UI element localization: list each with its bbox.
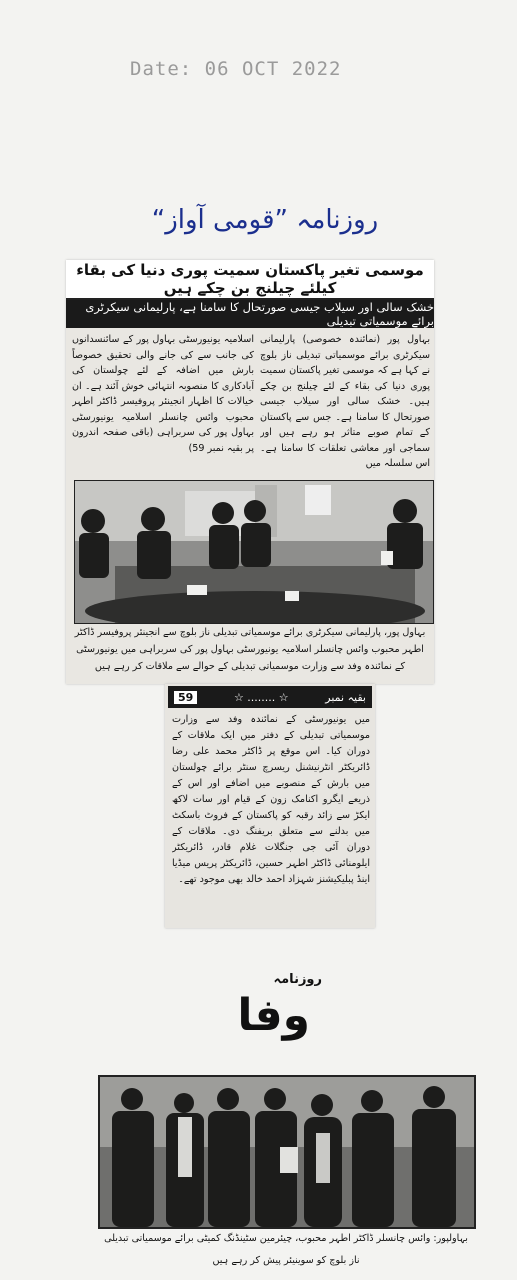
article-column-left: اسلامیہ یونیورسٹی بہاول پور کے سائنسدانوں کی جانب سے کی جانے والی تحقیق خصوصاً بارش میں اضافہ کے لئے چولستان کی آبادکاری کا منصوبہ انتہائی خوش آئند ہے۔ ان خیالات کا اظہار انجینئر پروفیسر ڈاکٹر اطہر محبوب وائس چانسلر اسلامیہ یونیورسٹی بہاول پور کی سربراہی (باقی صفحہ اندرون پر بقیہ نمبر 59): [72, 334, 254, 454]
continuation-label: بقیہ نمبر: [325, 690, 366, 704]
star-icon: ☆ ........ ☆: [233, 690, 289, 704]
continuation-body: میں یونیورسٹی کے نمائندہ وفد سے وزارت موسمیاتی تبدیلی کے دفتر میں ایک ملاقات کے دوران کیا۔ اس موقع پر ڈاکٹر محمد علی رضا ڈائریکٹر انٹرنیشنل ریسرچ سنٹر برائے چولستان میں بارش کے منصوبے میں اضافے اور اس کے ذریعے ایگرو اکنامک زون کے قیام اور سات لاکھ ایکڑ سے زائد رقبہ کو پاکستان کے فروٹ باسکٹ میں بدلنے سے متعلق بریفنگ دی۔ ملاقات کے دوران آئی جی جنگلات غلام قادر، ڈائریکٹر ایلومنائی ڈاکٹر اطہر حسین، ڈائریکٹر پریس میڈیا اینڈ پبلیکیشنز شہزاد احمد خالد بھی موجود تھے۔: [172, 714, 370, 885]
date-stamp: Date: 06 OCT 2022: [130, 58, 342, 80]
clipping-headline: موسمی تغیر پاکستان سمیت پوری دنیا کی بقاء کیلئے چیلنج بن چکے ہیں: [66, 260, 434, 300]
newspaper-masthead-wafa: [210, 970, 330, 1050]
souvenir-photo: [98, 1075, 476, 1229]
newspaper-masthead-qaumi-awaz: روزنامہ ”قومی آواز“: [151, 205, 379, 235]
masthead-main-text: وفا: [237, 990, 310, 1041]
meeting-photo: [74, 480, 434, 624]
article-column-right: بہاول پور (نمائندہ خصوصی) پارلیمانی سیکرٹری برائے موسمیاتی تبدیلی ناز بلوچ نے کہا ہے کہ موسمی تغیر پاکستان سمیت پوری دنیا کی بقاء کے لئے چیلنج بن چکے ہیں۔ خشک سالی اور سیلاب جیسی صورتحال کا سامنا ہے۔ جس سے پاکستان کے تمام صوبے متاثر ہو رہے ہیں اور سماجی اور معاشی تعلقات کا سامنا ہے۔ اس سلسلہ میں: [260, 334, 430, 469]
souvenir-photo-image: [100, 1077, 474, 1227]
clipping-subheadline: خشک سالی اور سیلاب جیسی صورتحال کا سامنا ہے، پارلیمانی سیکرٹری برائے موسمیاتی تبدیلی: [66, 300, 434, 328]
meeting-photo-image: [75, 481, 433, 623]
meeting-photo-caption: بہاول پور، پارلیمانی سیکرٹری برائے موسمیاتی تبدیلی ناز بلوچ سے انجینئر پروفیسر ڈاکٹر اطہر محبوب وائس چانسلر اسلامیہ یونیورسٹی بہاول پور کی سربراہی میں یونیورسٹی کے نمائندہ وفد سے وزارت موسمیاتی تبدیلی کے حوالے سے ملاقات کر رہے ہیں: [74, 627, 426, 672]
continuation-tag: [168, 686, 372, 708]
masthead-top-text: روزنامہ: [273, 972, 322, 987]
souvenir-photo-caption: بہاولپور: وائس چانسلر ڈاکٹر اطہر محبوب، چیئرمین سٹینڈنگ کمیٹی برائے موسمیاتی تبدیلی ناز بلوچ کو سوینیئر پیش کر رہے ہیں: [104, 1233, 468, 1266]
continuation-number: 59: [174, 691, 197, 704]
